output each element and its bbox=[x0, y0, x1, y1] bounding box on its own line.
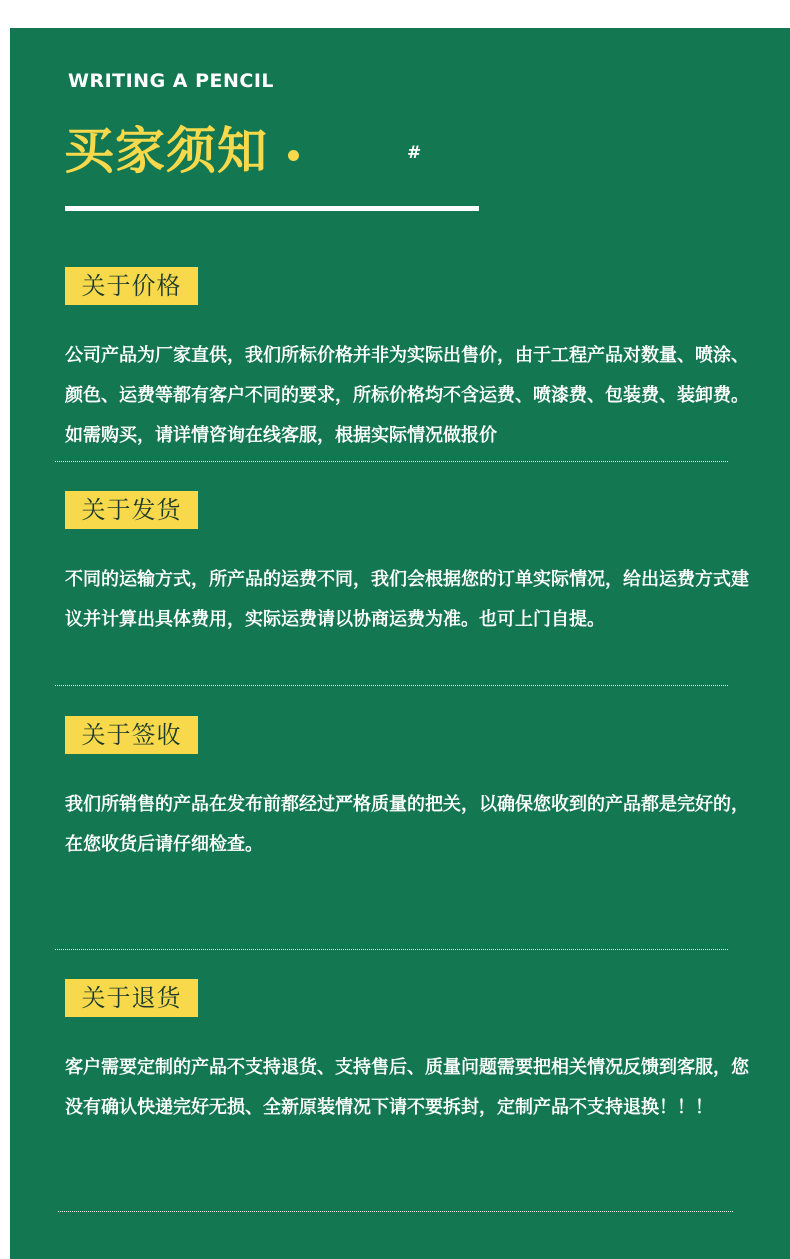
eyebrow-text: WRITING A PENCIL bbox=[68, 70, 275, 92]
hash-mark: # bbox=[407, 143, 422, 163]
section-body-returns: 客户需要定制的产品不支持退货、支持售后、质量问题需要把相关情况反馈到客服，您没有确认快递完好无损、全新原装情况下请不要拆封，定制产品不支持退换！！！ bbox=[65, 1057, 749, 1118]
divider bbox=[58, 1211, 733, 1212]
divider bbox=[55, 949, 728, 950]
page-title: 买家须知 bbox=[64, 122, 268, 180]
section-body-receipt: 我们所销售的产品在发布前都经过严格质量的把关，以确保您收到的产品都是完好的，在您收货后请仔细检查。 bbox=[65, 794, 749, 855]
section-body-price: 公司产品为厂家直供，我们所标价格并非为实际出售价，由于工程产品对数量、喷涂、颜色、运费等都有客户不同的要求，所标价格均不含运费、喷漆费、包装费、装卸费。如需购买，请详情咨询在线客服，根据实际情况做报价 bbox=[65, 345, 749, 446]
section-tag-price: 关于价格 bbox=[65, 267, 198, 305]
section-tag-shipping: 关于发货 bbox=[65, 491, 198, 529]
title-underline bbox=[65, 206, 479, 211]
divider bbox=[55, 461, 728, 462]
section-body-shipping: 不同的运输方式，所产品的运费不同，我们会根据您的订单实际情况，给出运费方式建议并计算出具体费用，实际运费请以协商运费为准。也可上门自提。 bbox=[65, 569, 749, 630]
section-tag-returns: 关于退货 bbox=[65, 979, 198, 1017]
title-dot bbox=[288, 150, 299, 161]
section-tag-receipt: 关于签收 bbox=[65, 716, 198, 754]
divider bbox=[55, 685, 728, 686]
